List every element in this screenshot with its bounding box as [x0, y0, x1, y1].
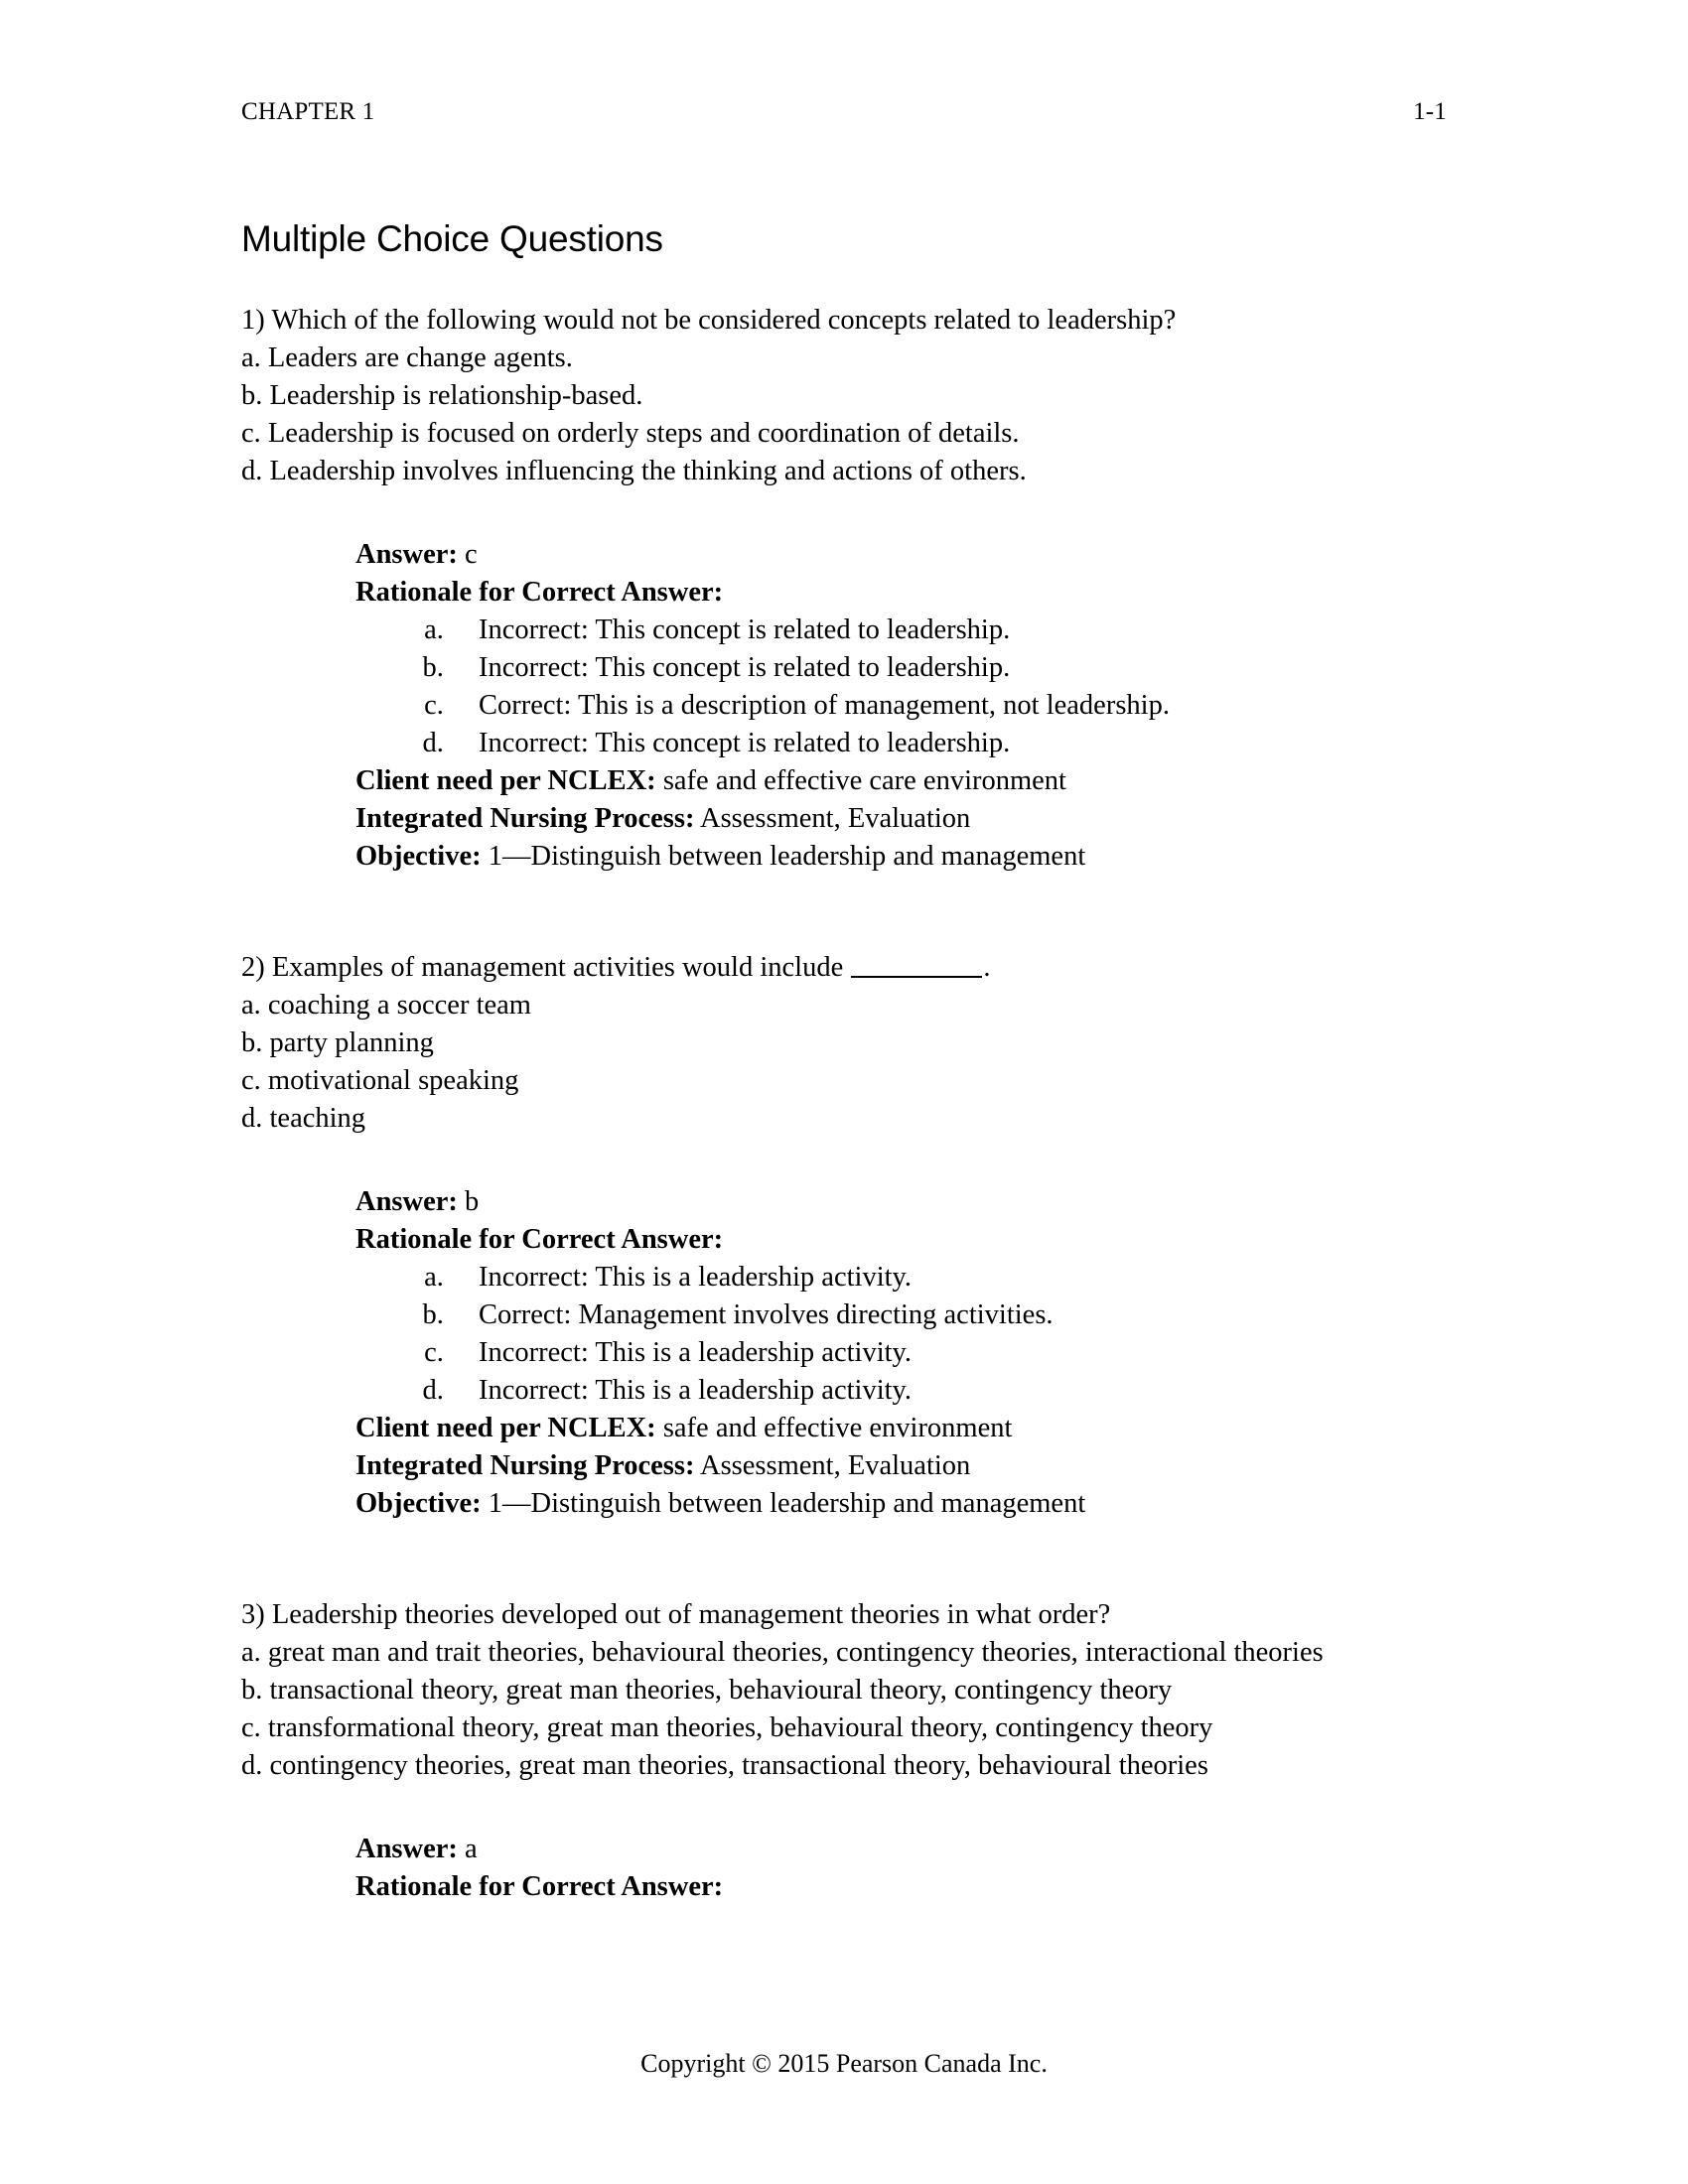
rationale-list: [355, 612, 1423, 762]
question-block-3: [241, 1596, 1423, 1906]
answer-line: [355, 1831, 1423, 1868]
meta-client-need: [355, 762, 1423, 800]
question-option[interactable]: a. great man and trait theories, behavioural theories, contingency theories, interactional theories: [241, 1637, 1324, 1668]
meta-value: 1—Distinguish between leadership and management: [488, 1488, 1086, 1519]
question-stem-text-before-blank: 2) Examples of management activities would include: [241, 952, 851, 983]
meta-label: Client need per NCLEX:: [355, 1413, 656, 1443]
meta-nursing-process: [355, 1447, 1423, 1485]
meta-label: Integrated Nursing Process:: [355, 803, 695, 834]
rationale-item: a. Incorrect: This concept is related to leadership.: [451, 612, 1423, 649]
meta-value: Assessment, Evaluation: [700, 803, 971, 834]
meta-value: 1—Distinguish between leadership and management: [488, 841, 1086, 872]
question-option[interactable]: c. Leadership is focused on orderly steps and coordination of details.: [241, 418, 1020, 449]
answer-value: b: [465, 1186, 480, 1217]
answer-label: Answer:: [355, 1834, 458, 1864]
answer-block: [355, 536, 1423, 876]
meta-value: safe and effective environment: [662, 1413, 1013, 1443]
meta-objective: [355, 1485, 1423, 1523]
rationale-item: c. Incorrect: This is a leadership activity.: [451, 1334, 1423, 1372]
question-option[interactable]: a. coaching a soccer team: [241, 990, 531, 1021]
question-block-1: [241, 302, 1423, 876]
page-footer: Copyright © 2015 Pearson Canada Inc.: [640, 2049, 1048, 2078]
answer-block: [355, 1831, 1423, 1906]
page-title: Multiple Choice Questions: [241, 218, 663, 259]
rationale-item: d. Incorrect: This concept is related to leadership.: [451, 725, 1423, 762]
question-option[interactable]: d. contingency theories, great man theories, transactional theory, behavioural theories: [241, 1750, 1208, 1781]
question-spacer: [241, 1523, 1423, 1596]
answer-block: [355, 1183, 1423, 1523]
meta-value: safe and effective care environment: [662, 765, 1066, 796]
answer-value: c: [465, 539, 478, 570]
meta-value: Assessment, Evaluation: [700, 1450, 971, 1481]
rationale-item: b. Correct: Management involves directing activities.: [451, 1297, 1423, 1334]
rationale-heading: Rationale for Correct Answer:: [355, 577, 724, 608]
chapter-label: CHAPTER 1: [241, 98, 375, 125]
answer-label: Answer:: [355, 1186, 458, 1217]
meta-nursing-process: [355, 800, 1423, 838]
rationale-item: c. Correct: This is a description of management, not leadership.: [451, 687, 1423, 725]
question-option[interactable]: b. Leadership is relationship-based.: [241, 380, 643, 411]
question-stem-text-after-blank: .: [983, 952, 991, 983]
rationale-heading: Rationale for Correct Answer:: [355, 1871, 724, 1902]
question-option[interactable]: c. transformational theory, great man theories, behavioural theory, contingency theory: [241, 1712, 1213, 1743]
meta-label: Objective:: [355, 841, 482, 872]
question-option[interactable]: b. party planning: [241, 1027, 434, 1058]
fill-in-blank: [851, 956, 982, 978]
document-body: [241, 216, 1423, 1906]
rationale-list: [355, 1259, 1423, 1410]
answer-line: [355, 536, 1423, 574]
question-stem: 3) Leadership theories developed out of management theories in what order?: [241, 1599, 1111, 1630]
answer-label: Answer:: [355, 539, 458, 570]
answer-line: [355, 1183, 1423, 1221]
meta-client-need: [355, 1410, 1423, 1447]
question-spacer: [241, 876, 1423, 949]
running-head: [241, 95, 1447, 129]
question-option[interactable]: b. transactional theory, great man theories, behavioural theory, contingency theory: [241, 1675, 1173, 1706]
question-stem: 1) Which of the following would not be considered concepts related to leadership?: [241, 305, 1177, 336]
meta-objective: [355, 838, 1423, 876]
question-option[interactable]: d. teaching: [241, 1103, 366, 1134]
answer-value: a: [465, 1834, 478, 1864]
rationale-item: b. Incorrect: This concept is related to leadership.: [451, 649, 1423, 687]
question-option[interactable]: a. Leaders are change agents.: [241, 342, 573, 373]
meta-label: Objective:: [355, 1488, 482, 1519]
rationale-heading: Rationale for Correct Answer:: [355, 1224, 724, 1255]
rationale-item: d. Incorrect: This is a leadership activity.: [451, 1372, 1423, 1410]
question-option[interactable]: c. motivational speaking: [241, 1065, 519, 1096]
question-block-2: [241, 949, 1423, 1523]
rationale-item: a. Incorrect: This is a leadership activity.: [451, 1259, 1423, 1297]
meta-label: Integrated Nursing Process:: [355, 1450, 695, 1481]
meta-label: Client need per NCLEX:: [355, 765, 656, 796]
page-number: 1-1: [1413, 98, 1447, 125]
question-stem: [241, 949, 1423, 987]
question-option[interactable]: d. Leadership involves influencing the thinking and actions of others.: [241, 456, 1027, 486]
